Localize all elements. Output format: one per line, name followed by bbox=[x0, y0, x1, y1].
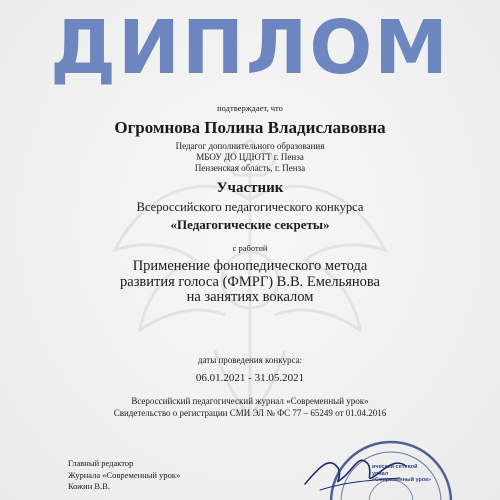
award-status: Участник bbox=[216, 180, 284, 196]
registration-number: Свидетельство о регистрации СМИ ЭЛ № ФС 77 – 65249 от 01.04.2016 bbox=[113, 408, 387, 418]
editor-name: Кожин В.В. bbox=[68, 481, 110, 491]
editor-journal: Журнала «Современный урок» bbox=[68, 469, 181, 480]
dates-label: даты проведения конкурса: bbox=[197, 355, 303, 365]
editor-block bbox=[68, 458, 180, 493]
contest-description: Всероссийского педагогического конкурса bbox=[136, 200, 364, 214]
recipient-position: Педагог дополнительного образования bbox=[175, 141, 325, 151]
work-title bbox=[0, 259, 500, 306]
confirms-text: подтверждает, что bbox=[217, 103, 283, 113]
work-title-line: на занятиях вокалом bbox=[186, 289, 314, 305]
journal-name: Всероссийский педагогический журнал «Современный урок» bbox=[131, 396, 369, 406]
stamp-text-line: урнал bbox=[372, 470, 389, 477]
work-title-line: развития голоса (ФМРГ) В.В. Емельянова bbox=[120, 273, 380, 290]
work-label: с работой bbox=[232, 243, 268, 253]
stamp-text-line: «Современный урок» bbox=[372, 477, 432, 483]
editor-signature bbox=[300, 446, 410, 496]
recipient-organization: МБОУ ДО ЦДЮТТ г. Пенза bbox=[196, 152, 304, 162]
contest-name: «Педагогические секреты» bbox=[170, 217, 330, 232]
work-title-line: Применение фонопедического метода bbox=[132, 258, 368, 274]
recipient-region: Пензенская область, г. Пенза bbox=[194, 163, 306, 173]
editor-title: Главный редактор bbox=[68, 458, 134, 468]
recipient-name: Огромнова Полина Владиславовна bbox=[114, 118, 386, 137]
dates-value: 06.01.2021 - 31.05.2021 bbox=[195, 372, 305, 384]
diploma-title: ДИПЛОМ bbox=[50, 5, 450, 91]
stamp-text-line: ический сетевой bbox=[372, 464, 418, 470]
